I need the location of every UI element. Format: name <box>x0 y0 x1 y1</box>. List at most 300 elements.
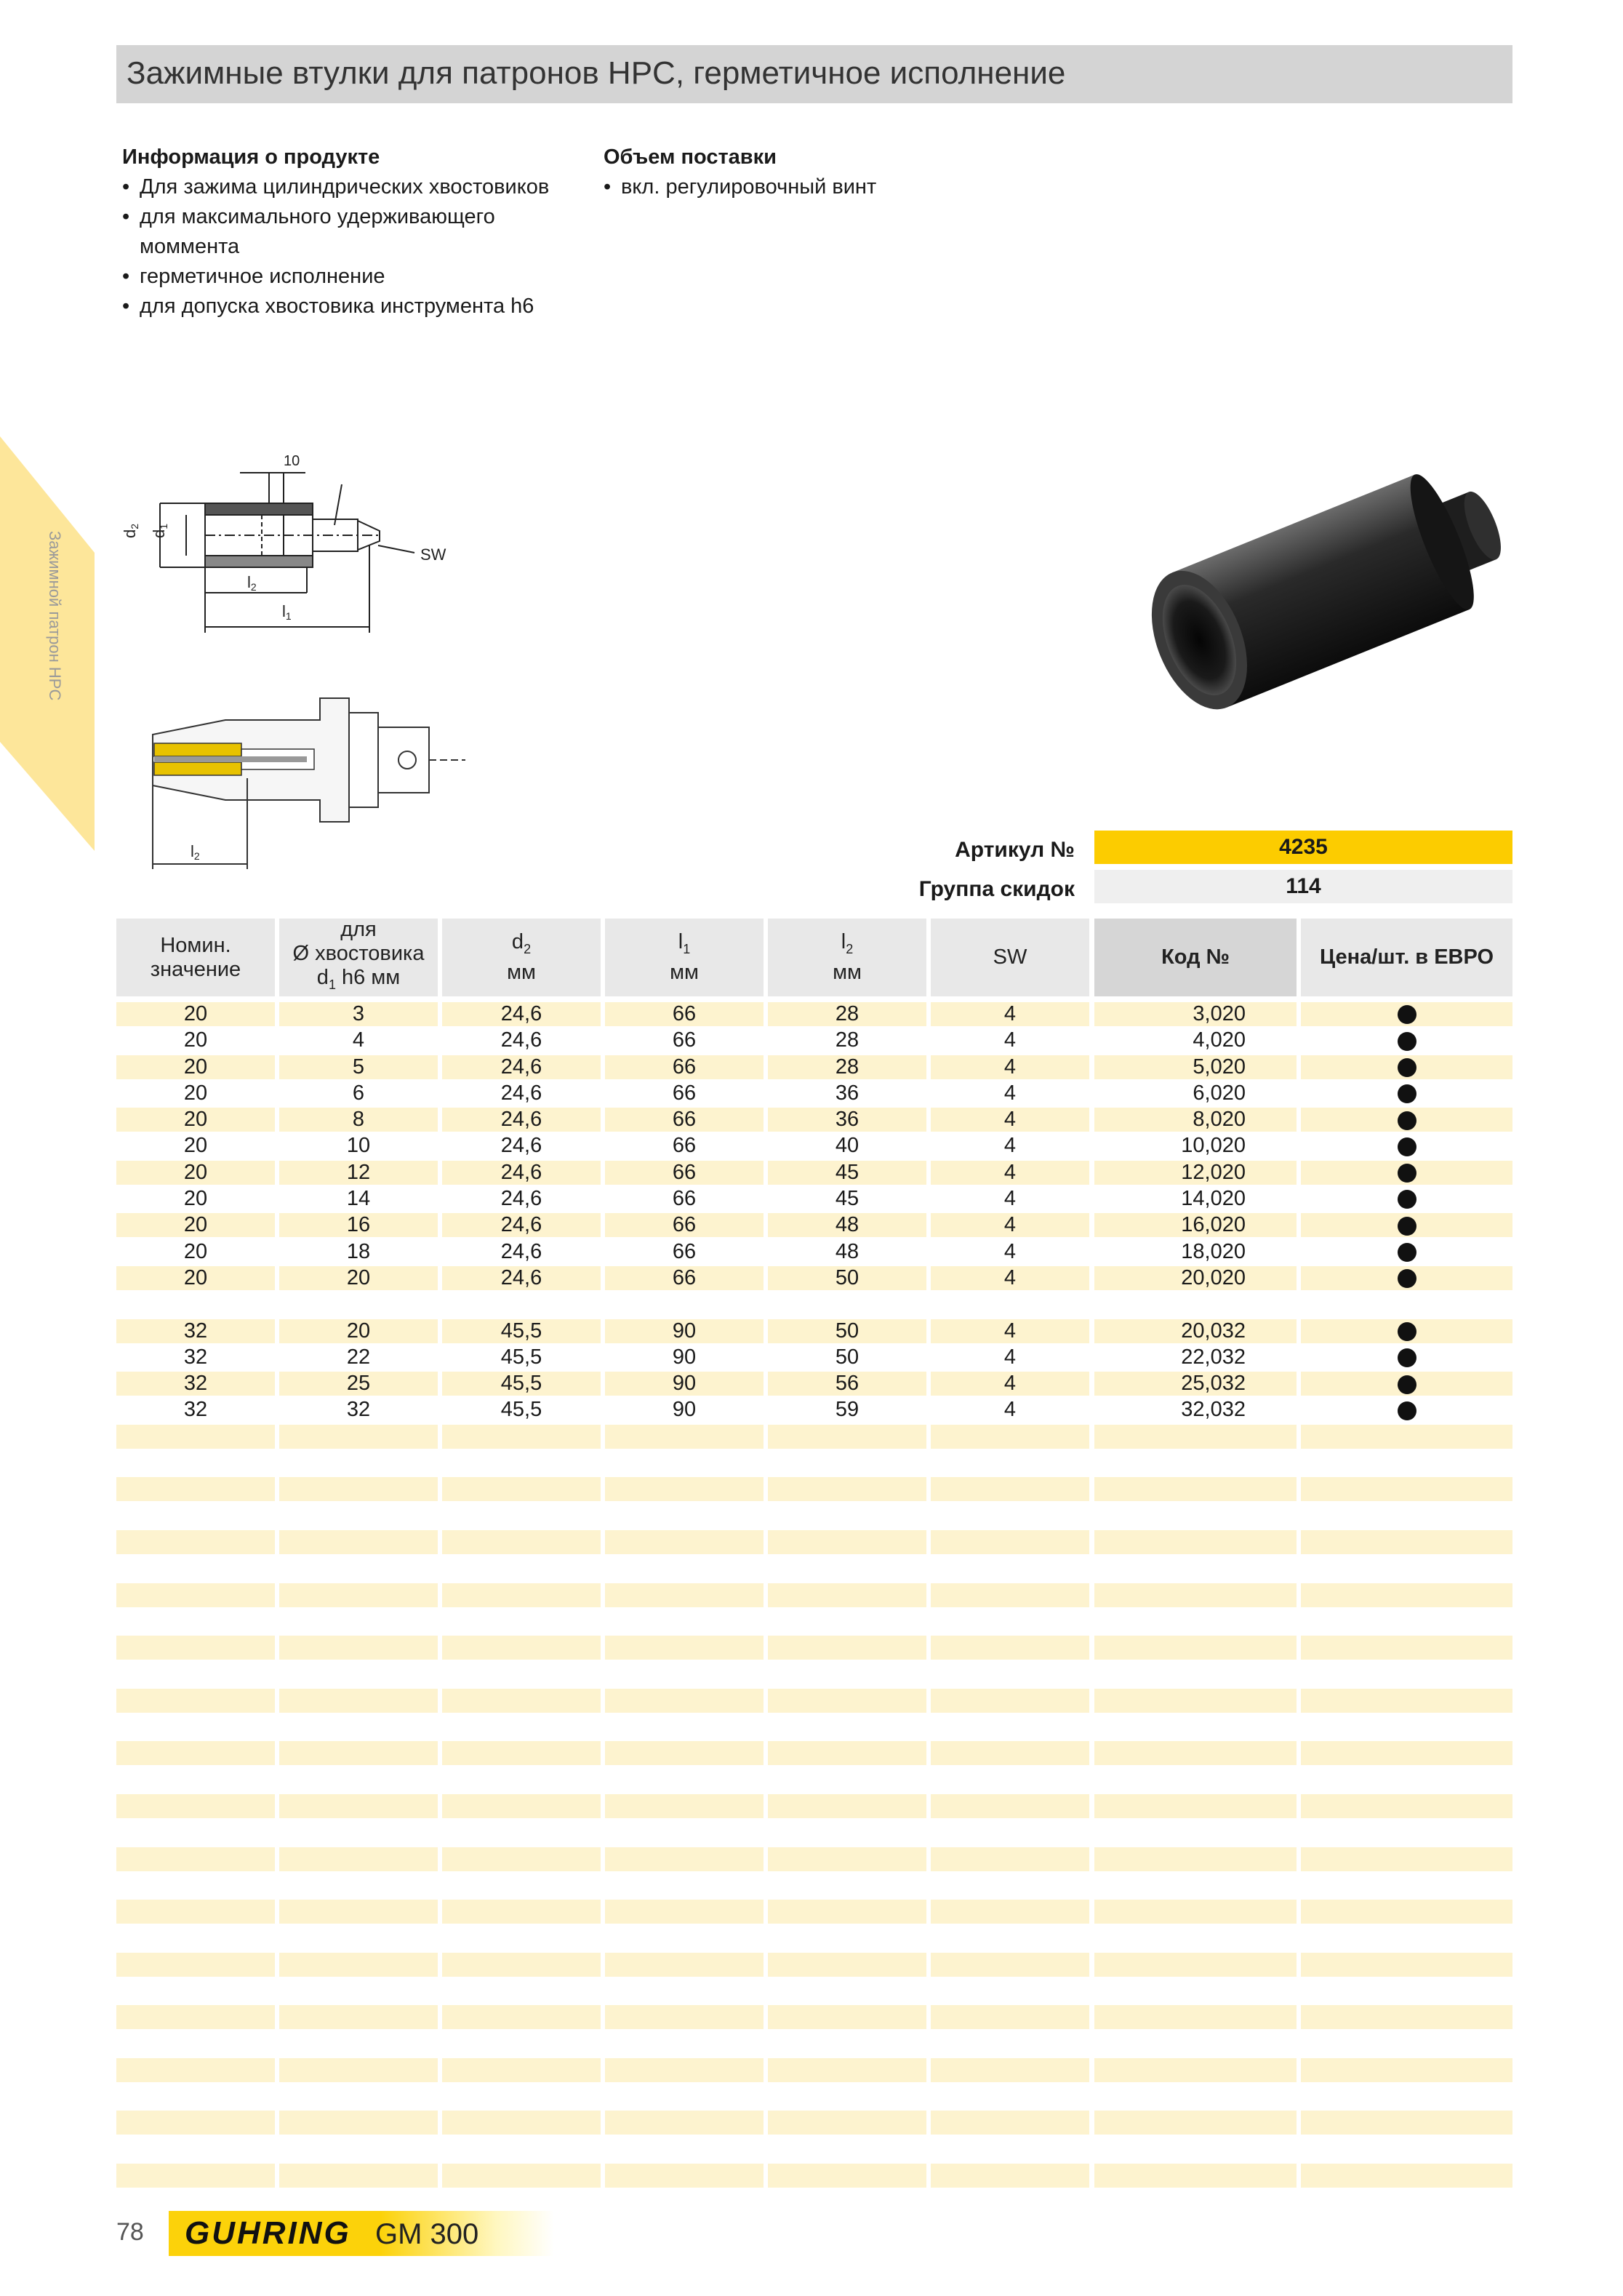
cell-empty <box>1094 1953 1297 1977</box>
cell-sw: 4 <box>1003 1134 1017 1158</box>
cell-empty <box>768 1794 926 1818</box>
cell-nom: 20 <box>183 1028 208 1052</box>
cell-empty <box>931 1715 1089 1739</box>
cell-empty <box>116 1451 275 1475</box>
cell-empty <box>931 1504 1089 1528</box>
table-row <box>116 1134 1512 1160</box>
cell-empty <box>1301 1662 1512 1686</box>
cell-sw: 4 <box>931 1266 1089 1290</box>
cell-empty <box>768 1873 926 1897</box>
cell-nom: 20 <box>183 1239 208 1263</box>
cell-d1: 3 <box>279 1002 438 1026</box>
cell-nom: 20 <box>183 1187 208 1211</box>
cell-l2: 40 <box>835 1134 859 1158</box>
d1-label: d1 <box>150 523 169 538</box>
cell-empty <box>768 1689 926 1713</box>
d2-label: d2 <box>121 523 140 538</box>
cell-l2: 50 <box>835 1345 859 1369</box>
cell-empty <box>768 1715 926 1739</box>
cell-empty <box>1301 2190 1512 2214</box>
col-header-l1: $l_1$ мм <box>605 919 764 996</box>
cell-empty <box>116 1609 275 1633</box>
cell-empty <box>605 1477 764 1501</box>
cell-empty <box>116 1979 275 2003</box>
product-photo <box>1091 429 1556 727</box>
availability-dot-icon <box>1398 1058 1416 1077</box>
cell-empty <box>279 1979 438 2003</box>
cell-nom: 20 <box>116 1055 275 1079</box>
cell-l1: 66 <box>605 1002 764 1026</box>
cell-empty <box>1094 2005 1297 2029</box>
cell-l1: 66 <box>672 1081 697 1105</box>
sw-label: SW <box>420 545 446 564</box>
cell-empty <box>1094 2190 1297 2214</box>
table-row <box>116 1398 1512 1424</box>
cell-empty <box>605 1953 764 1977</box>
cell-l2: 28 <box>768 1002 926 1026</box>
cell-empty <box>1094 1820 1297 1844</box>
cell-empty <box>931 2111 1089 2135</box>
cell-empty <box>279 1689 438 1713</box>
product-info-item: • Для зажима цилиндрических хвостовиков <box>122 172 588 202</box>
cell-l2: 48 <box>768 1213 926 1237</box>
cell-l1: 66 <box>605 1266 764 1290</box>
article-value: 4235 <box>1094 831 1512 864</box>
cell-empty <box>605 1715 764 1739</box>
table-row-empty <box>116 2084 1512 2111</box>
cell-empty <box>279 1530 438 1554</box>
cell-empty <box>279 1873 438 1897</box>
cell-nom: 20 <box>183 1134 208 1158</box>
availability-dot-icon <box>1398 1322 1416 1341</box>
cell-empty <box>931 2058 1089 2082</box>
cell-empty <box>605 1609 764 1633</box>
table-row-empty <box>116 1953 1512 1979</box>
cell-empty <box>442 1979 601 2003</box>
cell-price <box>1301 1002 1512 1026</box>
cell-empty <box>605 1900 764 1924</box>
table-row-empty <box>116 1609 1512 1636</box>
cell-empty <box>1094 1583 1297 1607</box>
cell-empty <box>1301 1583 1512 1607</box>
cell-empty <box>768 2032 926 2056</box>
cell-empty <box>442 1741 601 1765</box>
availability-dot-icon <box>1398 1401 1416 1420</box>
cell-empty <box>1094 1556 1297 1580</box>
cell-d2: 24,6 <box>500 1081 542 1105</box>
cell-code: 6,020 <box>1193 1081 1246 1105</box>
availability-dot-icon <box>1398 1005 1416 1024</box>
cell-empty <box>1094 1979 1297 2003</box>
cell-d1: 32 <box>346 1398 371 1422</box>
cell-price <box>1301 1134 1512 1158</box>
cell-empty <box>116 1662 275 1686</box>
cell-empty <box>1094 1689 1297 1713</box>
cell-empty <box>1301 2032 1512 2056</box>
cell-empty <box>1094 1636 1297 1660</box>
cell-empty <box>442 1847 601 1871</box>
article-label: Артикул № <box>955 838 1075 862</box>
table-row-empty <box>116 1900 1512 1926</box>
cell-nom: 20 <box>116 1108 275 1132</box>
cell-empty <box>931 1820 1089 1844</box>
cell-empty <box>442 1900 601 1924</box>
cell-l1: 66 <box>672 1239 697 1263</box>
cell-code: 14,020 <box>1181 1187 1246 1211</box>
cell-empty <box>442 1953 601 1977</box>
cell-empty <box>605 2032 764 2056</box>
cell-empty <box>605 1556 764 1580</box>
cell-d1: 8 <box>279 1108 438 1132</box>
cell-empty <box>442 1583 601 1607</box>
cell-code: 10,020 <box>1181 1134 1246 1158</box>
cell-empty <box>116 1715 275 1739</box>
table-row-empty <box>116 1768 1512 1794</box>
cell-empty <box>1094 1504 1297 1528</box>
cell-empty <box>931 1636 1089 1660</box>
availability-dot-icon <box>1398 1137 1416 1156</box>
cell-nom: 32 <box>183 1345 208 1369</box>
cell-sw: 4 <box>931 1319 1089 1343</box>
cell-empty <box>768 1847 926 1871</box>
cell-l1: 66 <box>672 1134 697 1158</box>
cell-empty <box>279 2137 438 2161</box>
cell-nom: 32 <box>116 1319 275 1343</box>
cell-empty <box>931 1847 1089 1871</box>
cell-d2: 24,6 <box>442 1161 601 1185</box>
cell-empty <box>1301 1636 1512 1660</box>
cell-price <box>1301 1187 1512 1211</box>
col-header-dia: для Ø хвостовика $d_1$ h6 мм <box>279 919 438 996</box>
cell-empty <box>279 1609 438 1633</box>
cell-empty <box>279 2084 438 2108</box>
cell-empty <box>116 1741 275 1765</box>
cell-empty <box>116 1292 275 1316</box>
cell-empty <box>116 1820 275 1844</box>
table-body <box>116 1002 1512 2217</box>
cell-empty <box>768 1953 926 1977</box>
cell-code: 4,020 <box>1193 1028 1246 1052</box>
table-row-empty <box>116 1530 1512 1556</box>
cell-empty <box>768 1662 926 1686</box>
col-header-code: Код № <box>1094 919 1297 996</box>
cell-empty <box>768 1504 926 1528</box>
cell-empty <box>116 1583 275 1607</box>
cell-empty <box>279 2058 438 2082</box>
cell-empty <box>768 2111 926 2135</box>
cell-empty <box>605 1451 764 1475</box>
cell-empty <box>1094 1292 1297 1316</box>
cell-empty <box>931 1873 1089 1897</box>
cell-empty <box>605 1926 764 1950</box>
availability-dot-icon <box>1398 1217 1416 1236</box>
l2-chuck-label: l2 <box>191 842 200 862</box>
cell-empty <box>768 1477 926 1501</box>
cell-sw: 4 <box>1003 1081 1017 1105</box>
cell-d1: 20 <box>279 1266 438 1290</box>
cell-code: 32,032 <box>1181 1398 1246 1422</box>
cell-empty <box>931 1794 1089 1818</box>
cell-empty <box>1094 1926 1297 1950</box>
cell-empty <box>116 1504 275 1528</box>
cell-sw: 4 <box>931 1108 1089 1132</box>
table-row <box>116 1266 1512 1292</box>
cell-price <box>1301 1345 1512 1369</box>
cell-empty <box>1301 2111 1512 2135</box>
table-row-empty <box>116 2005 1512 2031</box>
cell-empty <box>116 2111 275 2135</box>
cell-empty <box>768 1926 926 1950</box>
cell-l1: 66 <box>672 1028 697 1052</box>
product-info-heading: Информация о продукте <box>122 145 380 169</box>
cell-empty <box>1301 1609 1512 1633</box>
cell-sw: 4 <box>1003 1187 1017 1211</box>
col-header-l2: $l_2$ мм <box>768 919 926 996</box>
product-info <box>122 143 588 321</box>
cell-empty <box>279 1504 438 1528</box>
cell-empty <box>279 1583 438 1607</box>
cell-empty <box>931 1477 1089 1501</box>
cell-empty <box>442 1504 601 1528</box>
cell-empty <box>116 2005 275 2029</box>
availability-dot-icon <box>1398 1348 1416 1367</box>
cell-sw: 4 <box>931 1002 1089 1026</box>
cell-empty <box>1301 2164 1512 2188</box>
page-title-bar <box>116 45 1512 103</box>
table-row-empty <box>116 1794 1512 1820</box>
cell-price <box>1301 1161 1512 1185</box>
cell-empty <box>1301 1794 1512 1818</box>
table-row <box>116 1055 1512 1081</box>
delivery-item: • вкл. регулировочный винт <box>604 172 1040 202</box>
table-row-empty <box>116 1926 1512 1952</box>
cell-l2: 45 <box>835 1187 859 1211</box>
cell-empty <box>1301 1504 1512 1528</box>
cell-nom: 32 <box>183 1398 208 1422</box>
cell-empty <box>931 1900 1089 1924</box>
l1-label: l1 <box>282 602 292 622</box>
cell-empty <box>605 1847 764 1871</box>
cell-sw: 4 <box>931 1372 1089 1396</box>
cell-code: 18,020 <box>1181 1239 1246 1263</box>
cell-d1: 10 <box>346 1134 371 1158</box>
cell-empty <box>116 1556 275 1580</box>
cell-l1: 66 <box>605 1161 764 1185</box>
cell-empty <box>279 2005 438 2029</box>
col-header-d2: $d_2$ мм <box>442 919 601 996</box>
cell-sw: 4 <box>1003 1398 1017 1422</box>
cell-empty <box>442 1873 601 1897</box>
cell-d1: 14 <box>346 1187 371 1211</box>
cell-empty <box>931 1530 1089 1554</box>
cell-empty <box>931 2005 1089 2029</box>
cell-empty <box>1301 2137 1512 2161</box>
cell-l2: 45 <box>768 1161 926 1185</box>
table-row <box>116 1345 1512 1372</box>
cell-empty <box>442 1768 601 1792</box>
cell-empty <box>931 2190 1089 2214</box>
cell-empty <box>931 2137 1089 2161</box>
cell-empty <box>442 1820 601 1844</box>
cell-empty <box>442 2032 601 2056</box>
cell-empty <box>116 1873 275 1897</box>
table-row-empty <box>116 2164 1512 2190</box>
cell-code: 25,032 <box>1094 1372 1297 1396</box>
table-row <box>116 1108 1512 1134</box>
cell-empty <box>1301 1556 1512 1580</box>
cell-empty <box>1301 1715 1512 1739</box>
cell-empty <box>931 1583 1089 1607</box>
table-row-empty <box>116 1451 1512 1477</box>
availability-dot-icon <box>1398 1375 1416 1394</box>
cell-empty <box>605 2058 764 2082</box>
cell-empty <box>279 1926 438 1950</box>
table-row <box>116 1002 1512 1028</box>
cell-l1: 90 <box>605 1319 764 1343</box>
availability-dot-icon <box>1398 1111 1416 1130</box>
cell-d2: 24,6 <box>442 1108 601 1132</box>
cell-d2: 24,6 <box>442 1266 601 1290</box>
table-row-empty <box>116 1425 1512 1451</box>
catalog-name: GM 300 <box>375 2218 479 2250</box>
cell-empty <box>116 1953 275 1977</box>
cell-empty <box>605 1873 764 1897</box>
cell-d1: 12 <box>279 1161 438 1185</box>
cell-d2: 24,6 <box>442 1055 601 1079</box>
table-row <box>116 1028 1512 1055</box>
table-row <box>116 1213 1512 1239</box>
dim-10-label: 10 <box>284 453 300 469</box>
cell-l1: 90 <box>605 1372 764 1396</box>
cell-empty <box>1094 1609 1297 1633</box>
cell-empty <box>605 1689 764 1713</box>
delivery-info <box>604 143 1040 202</box>
cell-empty <box>279 1900 438 1924</box>
cell-code: 20,020 <box>1094 1266 1297 1290</box>
col-header-nom: Номин. значение <box>116 919 275 996</box>
chuck-section-drawing <box>138 676 487 880</box>
cell-empty <box>1301 2005 1512 2029</box>
cell-empty <box>605 1583 764 1607</box>
cell-empty <box>768 2164 926 2188</box>
cell-empty <box>1301 1768 1512 1792</box>
cell-empty <box>931 1979 1089 2003</box>
cell-empty <box>768 2005 926 2029</box>
cell-empty <box>1094 1662 1297 1686</box>
cell-code: 12,020 <box>1094 1161 1297 1185</box>
cell-empty <box>442 1926 601 1950</box>
cell-empty <box>605 1979 764 2003</box>
cell-l2: 50 <box>768 1266 926 1290</box>
cell-d2: 24,6 <box>500 1134 542 1158</box>
cell-empty <box>116 2084 275 2108</box>
cell-empty <box>1301 2084 1512 2108</box>
cell-empty <box>1301 1979 1512 2003</box>
cell-empty <box>279 1768 438 1792</box>
cell-price <box>1301 1372 1512 1396</box>
table-row-empty <box>116 1477 1512 1503</box>
cell-empty <box>605 2005 764 2029</box>
cell-d1: 5 <box>279 1055 438 1079</box>
cell-empty <box>116 2164 275 2188</box>
cell-empty <box>1301 1292 1512 1316</box>
cell-d2: 24,6 <box>442 1002 601 1026</box>
cell-empty <box>768 1530 926 1554</box>
table-row-empty <box>116 1689 1512 1715</box>
cell-l2: 36 <box>835 1081 859 1105</box>
cell-empty <box>1094 1794 1297 1818</box>
table-row-empty <box>116 1556 1512 1583</box>
cell-empty <box>1301 1847 1512 1871</box>
cell-empty <box>116 1530 275 1554</box>
cell-empty <box>768 1583 926 1607</box>
cell-empty <box>279 1451 438 1475</box>
table-row-empty <box>116 1715 1512 1741</box>
cell-empty <box>931 2084 1089 2108</box>
cell-empty <box>931 1926 1089 1950</box>
cell-empty <box>442 1556 601 1580</box>
cell-empty <box>931 1689 1089 1713</box>
table-row-empty <box>116 1979 1512 2005</box>
cell-empty <box>1301 1689 1512 1713</box>
cell-l2: 50 <box>768 1319 926 1343</box>
cell-empty <box>116 1900 275 1924</box>
cell-l2: 59 <box>835 1398 859 1422</box>
cell-empty <box>768 1900 926 1924</box>
cell-empty <box>931 2032 1089 2056</box>
cell-empty <box>605 2137 764 2161</box>
availability-dot-icon <box>1398 1084 1416 1103</box>
cell-empty <box>1094 1530 1297 1554</box>
cell-l2: 56 <box>768 1372 926 1396</box>
cell-empty <box>1094 1425 1297 1449</box>
table-row <box>116 1161 1512 1187</box>
brand-logo: GUHRING <box>185 2215 351 2251</box>
cell-empty <box>931 1741 1089 1765</box>
cell-nom: 20 <box>183 1081 208 1105</box>
cell-empty <box>116 1794 275 1818</box>
cell-empty <box>931 1556 1089 1580</box>
side-label: Зажимной патрон HPC <box>46 531 64 701</box>
cell-d2: 45,5 <box>442 1319 601 1343</box>
availability-dot-icon <box>1398 1164 1416 1183</box>
product-info-item: • для допуска хвостовика инструмента h6 <box>122 292 588 321</box>
table-row-empty <box>116 2058 1512 2084</box>
cell-nom: 20 <box>116 1213 275 1237</box>
cell-l2: 48 <box>835 1239 859 1263</box>
cell-empty <box>442 1662 601 1686</box>
cell-empty <box>116 2058 275 2082</box>
table-row <box>116 1081 1512 1108</box>
cell-code: 8,020 <box>1094 1108 1297 1132</box>
cell-empty <box>279 1292 438 1316</box>
cell-empty <box>1301 1926 1512 1950</box>
cell-empty <box>442 2111 601 2135</box>
cell-empty <box>442 2164 601 2188</box>
cell-code: 5,020 <box>1094 1055 1297 1079</box>
cell-empty <box>442 1715 601 1739</box>
cell-empty <box>1094 1741 1297 1765</box>
cell-sw: 4 <box>1003 1345 1017 1369</box>
cell-d1: 4 <box>352 1028 365 1052</box>
cell-empty <box>931 2164 1089 2188</box>
sleeve-dimension-drawing <box>116 444 524 640</box>
table-row-empty <box>116 2137 1512 2164</box>
cell-empty <box>1094 2137 1297 2161</box>
table-row-empty <box>116 1741 1512 1767</box>
page-number: 78 <box>116 2218 144 2246</box>
cell-empty <box>605 1504 764 1528</box>
